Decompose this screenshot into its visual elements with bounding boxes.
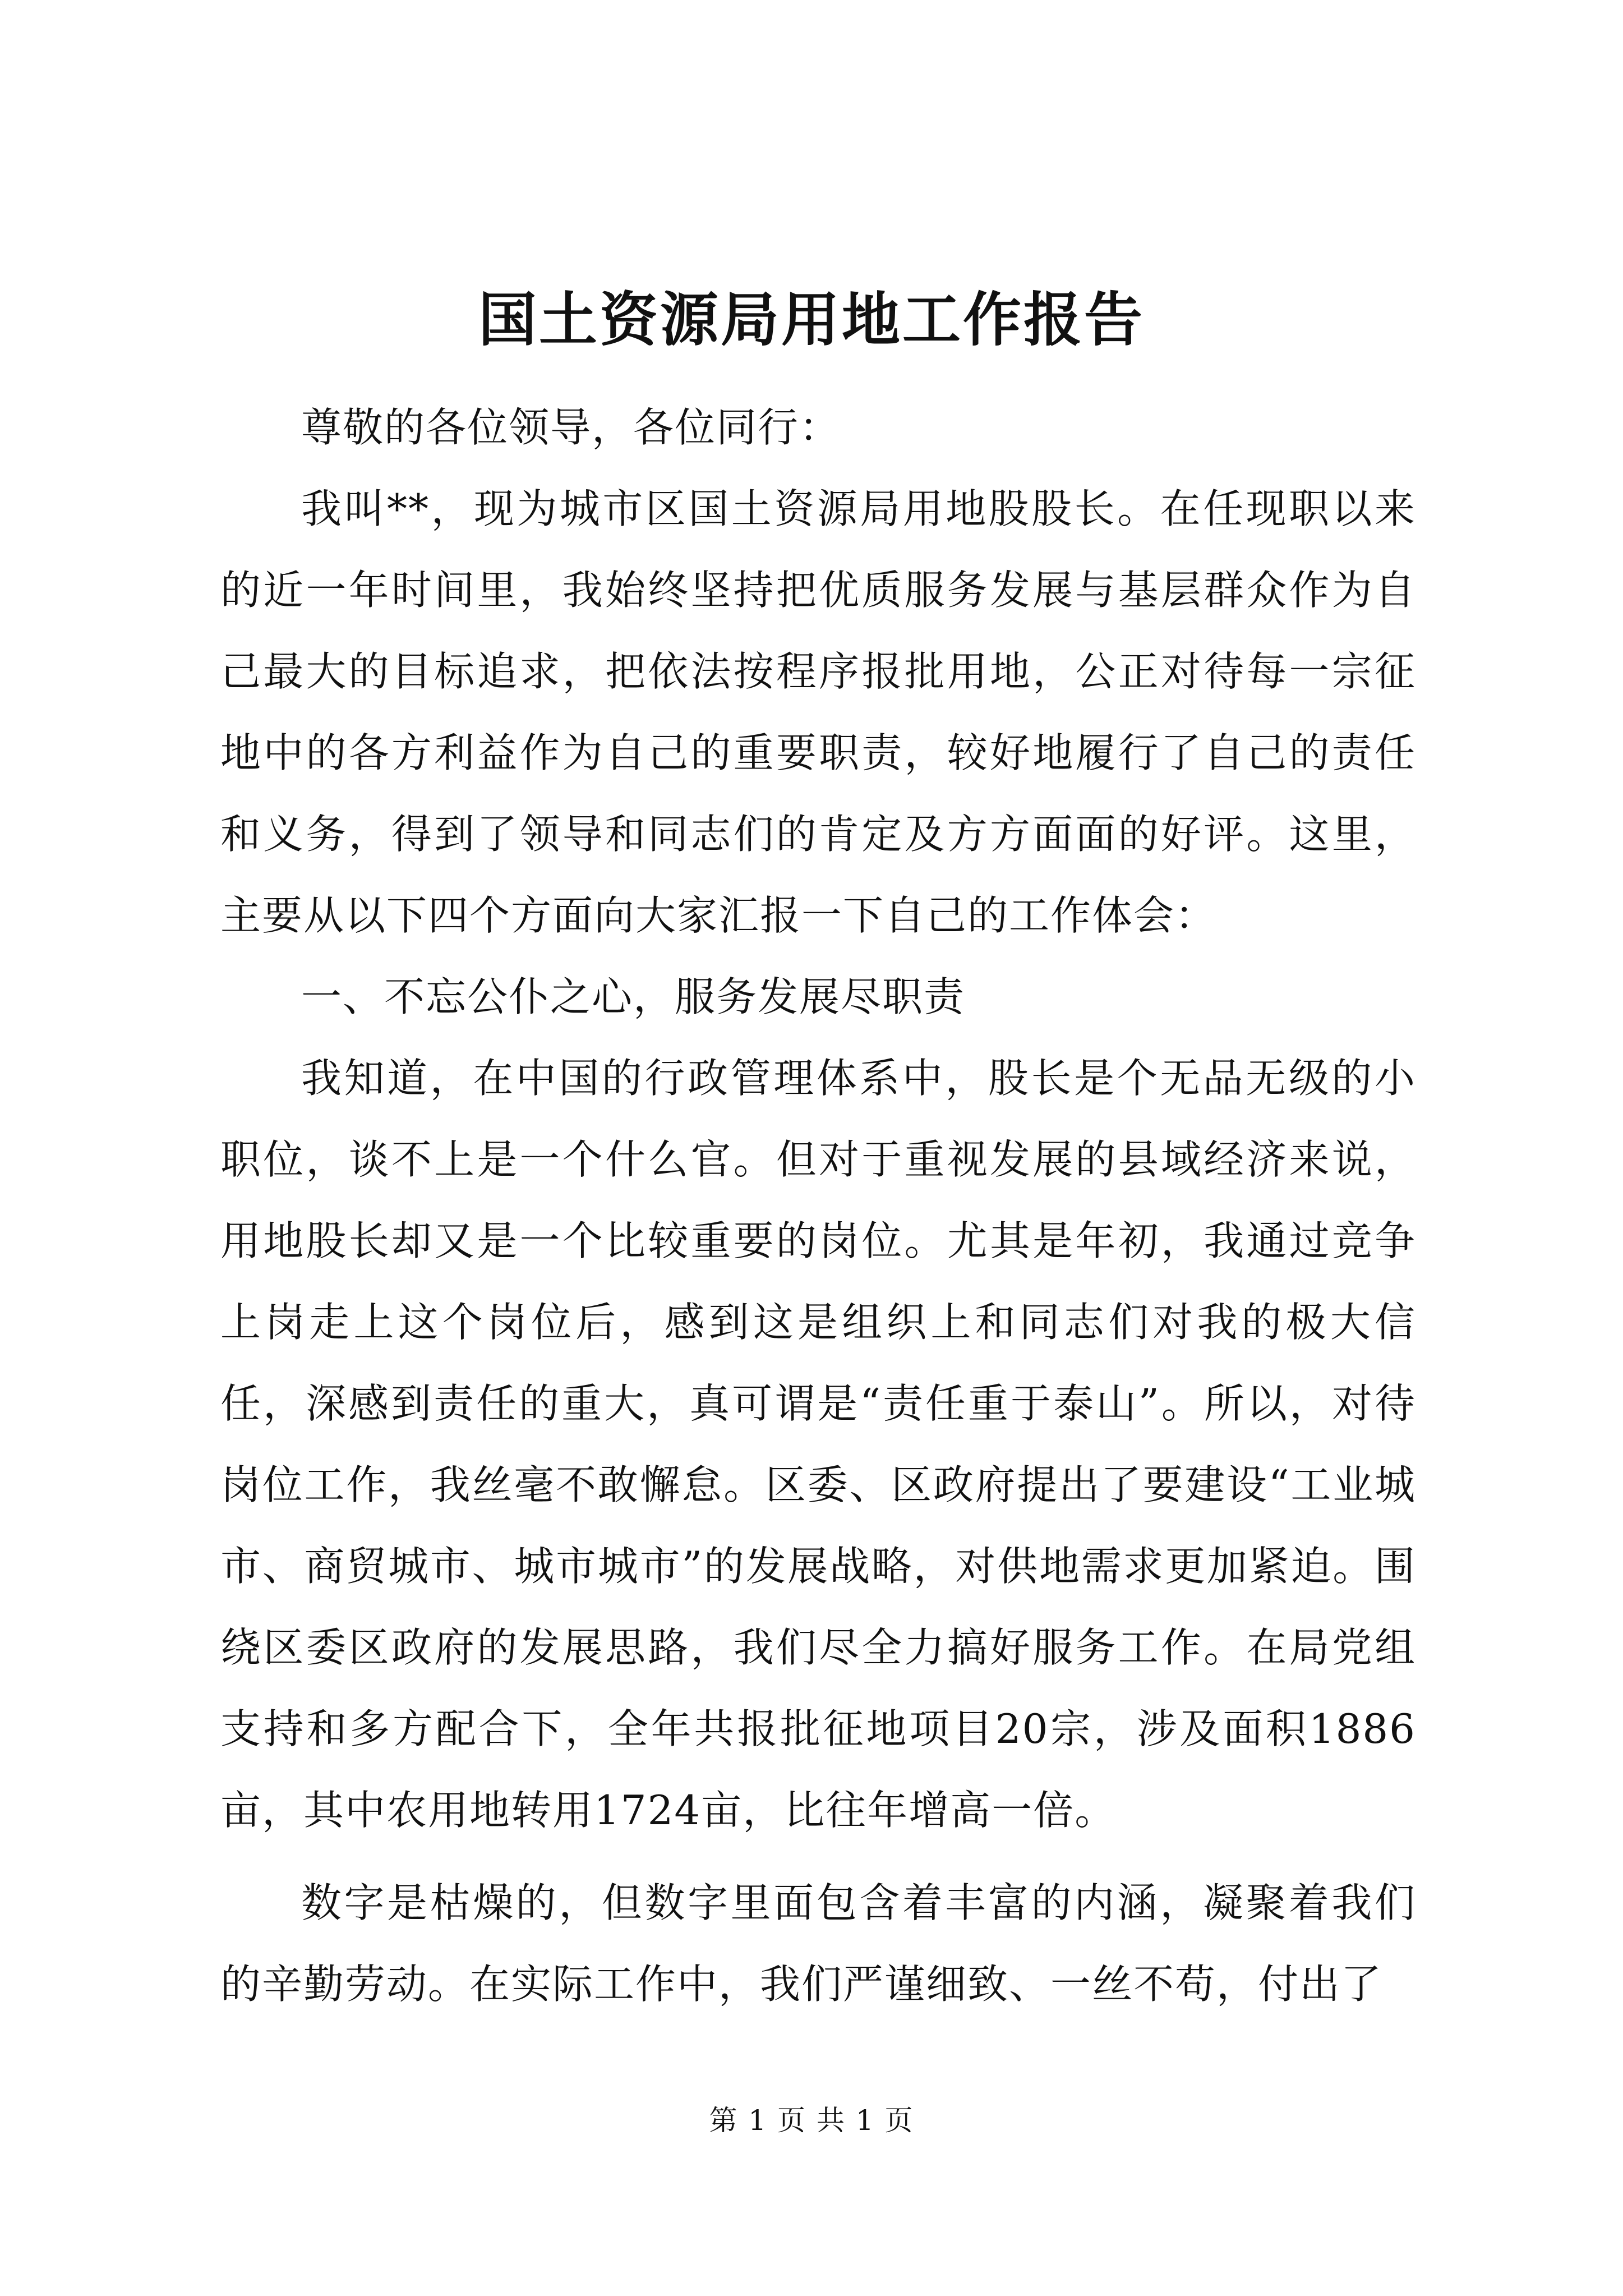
section-heading: 一、不忘公仆之心，服务发展尽职责 xyxy=(301,973,966,1020)
intro-paragraph: 我叫**，现为城市区国土资源局用地股股长。在任现职以来的近一年时间里，我始终坚持把优质服务发展与基层群众作为自己最大的目标追求，把依法按程序报批用地，公正对待每一宗征地中的各方利益作为自己的重要职责，较好地履行了自己的责任和义务，得到了领导和同志们的肯定及方方面面的好评。这里，主要从以下四个方面向大家汇报一下自己的工作体会： xyxy=(220,485,1416,939)
document-title: 国土资源局用地工作报告 xyxy=(478,285,1145,354)
body-paragraph: 我知道，在中国的行政管理体系中，股长是个无品无级的小职位，谈不上是一个什么官。但对于重视发展的县域经济来说，用地股长却又是一个比较重要的岗位。尤其是年初，我通过竞争上岗走上这个岗位后，感到这是组织上和同志们对我的极大信任，深感到责任的重大，真可谓是“责任重于泰山”。所以，对待岗位工作，我丝毫不敢懈怠。区委、区政府提出了要建设“工业城市、商贸城市、城市城市”的发展战略，对供地需求更加紧迫。围绕区委区政府的发展思路，我们尽全力搞好服务工作。在局党组支持和多方配合下，全年共报批征地项目20宗，涉及面积1886亩，其中农用地转用1724亩，比往年增高一倍。 xyxy=(220,1055,1416,1834)
salutation-paragraph: 尊敬的各位领导，各位同行： xyxy=(301,404,841,451)
page-number-footer: 第 1 页 共 1 页 xyxy=(709,2104,914,2137)
body-paragraph: 数字是枯燥的，但数字里面包含着丰富的内涵，凝聚着我们的辛勤劳动。在实际工作中，我们严谨细致、一丝不苟，付出了 xyxy=(220,1879,1416,2008)
document-body xyxy=(220,387,1416,2025)
